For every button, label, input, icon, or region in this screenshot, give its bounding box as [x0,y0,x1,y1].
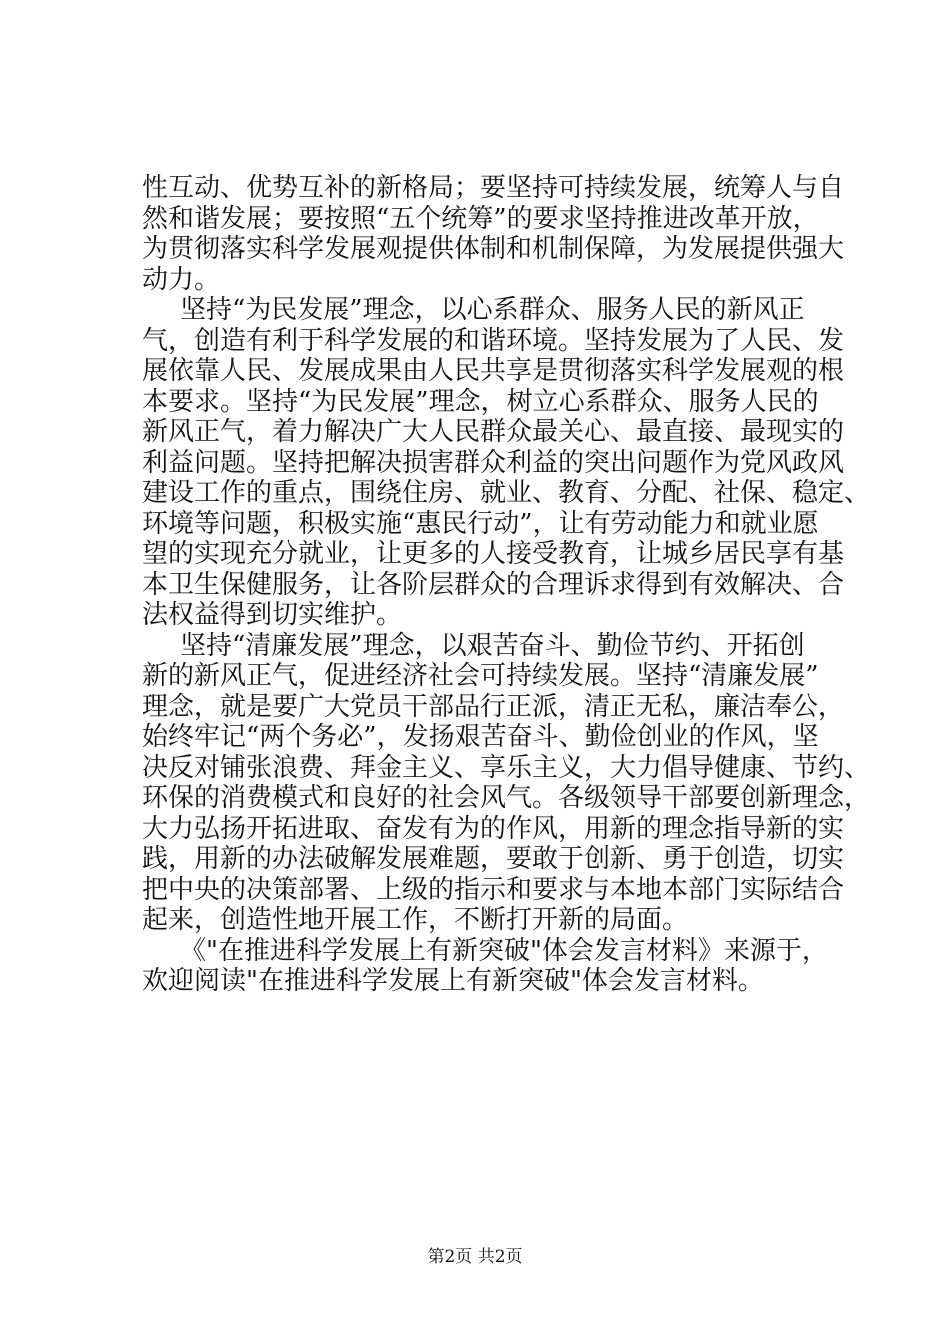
text-line: 起来，创造性地开展工作，不断打开新的局面。 [142,905,689,935]
text-line: 践，用新的办法破解发展难题，要敢于创新、勇于创造，切实 [142,844,845,874]
text-line: 动力。 [142,264,221,295]
text-line: 环境等问题，积极实施“惠民行动”，让有劳动能力和就业愿 [142,508,819,539]
document-body [0,173,950,997]
text-line: 决反对铺张浪费、拜金主义、享乐主义，大力倡导健康、节约、 [142,752,871,783]
text-line: 新风正气，着力解决广大人民群众最关心、最直接、最现实的 [142,417,845,447]
text-line: 本要求。坚持“为民发展”理念，树立心系群众、服务人民的 [142,386,819,417]
text-line: 《"在推进科学发展上有新突破"体会发言材料》来源于， [180,935,828,966]
text-line: 始终牢记“两个务必”，发扬艰苦奋斗、勤俭创业的作风，坚 [142,722,819,752]
text-line: 建设工作的重点，围绕住房、就业、教育、分配、社保、稳定、 [142,478,871,508]
text-line: 坚持“清廉发展”理念，以艰苦奋斗、勤俭节约、开拓创 [180,630,805,661]
text-line: 气，创造有利于科学发展的和谐环境。坚持发展为了人民、发 [142,325,845,356]
text-line: 然和谐发展；要按照“五个统筹”的要求坚持推进改革开放， [142,203,819,234]
text-line: 欢迎阅读"在推进科学发展上有新突破"体会发言材料。 [142,966,764,996]
text-line: 法权益得到切实维护。 [142,600,403,630]
text-line: 环保的消费模式和良好的社会风气。各级领导干部要创新理念， [142,783,871,813]
text-line: 新的新风正气，促进经济社会可持续发展。坚持“清廉发展” [142,661,819,691]
text-line: 大力弘扬开拓进取、奋发有为的作风，用新的理念指导新的实 [142,813,845,844]
text-line: 把中央的决策部署、上级的指示和要求与本地本部门实际结合 [142,874,845,905]
page-footer: 第2页 共2页 [427,1247,523,1267]
text-line: 利益问题。坚持把解决损害群众利益的突出问题作为党风政风 [142,447,845,478]
text-line: 理念，就是要广大党员干部品行正派，清正无私，廉洁奉公， [142,691,845,722]
text-line: 坚持“为民发展”理念，以心系群众、服务人民的新风正 [180,295,805,325]
text-line: 望的实现充分就业，让更多的人接受教育，让城乡居民享有基 [142,539,845,569]
text-line: 本卫生保健服务，让各阶层群众的合理诉求得到有效解决、合 [142,569,845,600]
text-line: 性互动、优势互补的新格局；要坚持可持续发展，统筹人与自 [142,173,845,203]
text-line: 展依靠人民、发展成果由人民共享是贯彻落实科学发展观的根 [142,356,845,386]
text-line: 为贯彻落实科学发展观提供体制和机制保障，为发展提供强大 [142,234,845,264]
